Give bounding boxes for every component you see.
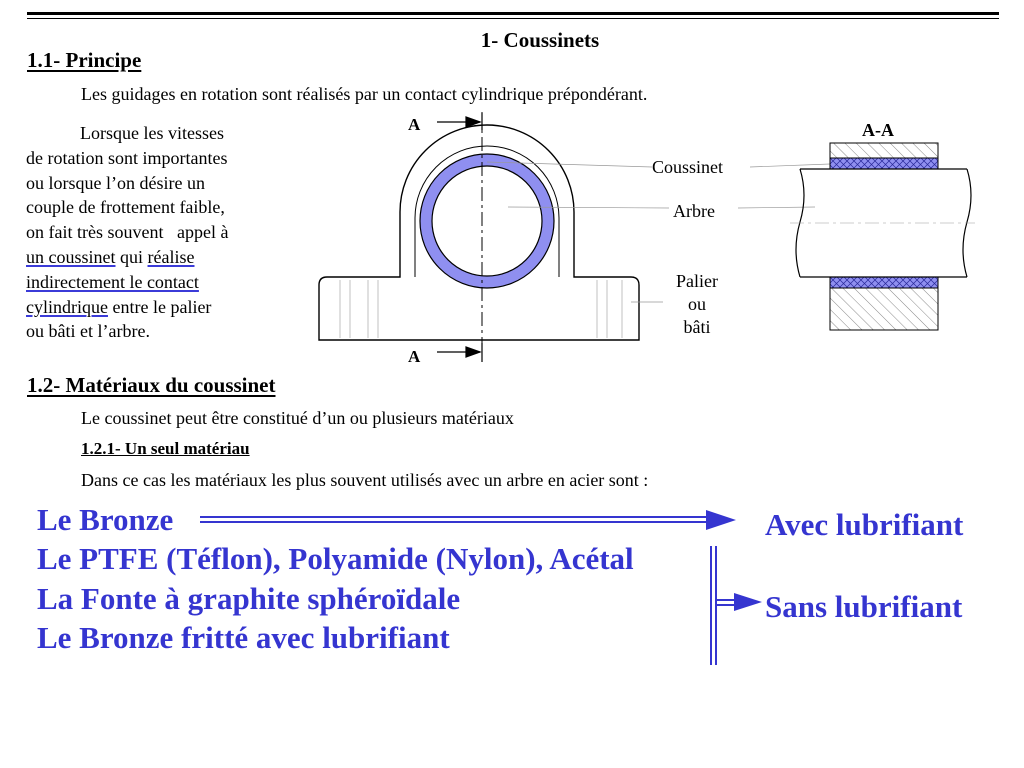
para-line: de rotation sont importantes [26,147,228,168]
label-avec-lubrifiant: Avec lubrifiant [765,507,964,542]
para-line: ou lorsque l’on désire un [26,172,205,193]
arrow-avec-lubrifiant [200,510,736,530]
term-coussinet: un coussinet [26,246,116,267]
page-title: 1- Coussinets [480,28,600,52]
material-fonte: La Fonte à graphite sphéroïdale [37,581,461,616]
para-line: couple de frottement faible, [26,197,225,218]
section-view-label: A-A [862,120,894,140]
label-palier-line: ou [688,294,706,314]
term-realise: réalise [147,246,195,267]
material-ptfe: Le PTFE (Téflon), Polyamide (Nylon), Acétal [37,541,634,576]
term-cylindrique: cylindrique [26,296,108,317]
para-line: on fait très souvent appel à [26,222,229,243]
label-palier-line: bâti [683,317,711,337]
section-mark-bottom: A [408,347,421,366]
materiaux-intro: Le coussinet peut être constitué d’un ou plusieurs matériaux [81,408,514,428]
material-bronze: Le Bronze [37,502,174,537]
section-heading-materiaux: 1.2- Matériaux du coussinet [27,373,276,397]
principe-intro: Les guidages en rotation sont réalisés par un contact cylindrique prépondérant. [81,84,648,104]
para-line: ou bâti et l’arbre. [26,321,150,342]
label-sans-lubrifiant: Sans lubrifiant [765,589,963,624]
material-bronze-fritte: Le Bronze fritté avec lubrifiant [37,620,450,655]
bracket-sans-lubrifiant [711,546,762,665]
label-arbre: Arbre [673,201,715,221]
para-fragment: qui [115,246,148,267]
label-coussinet: Coussinet [652,157,724,177]
materiaux-sentence: Dans ce cas les matériaux les plus souvent utilisés avec un arbre en acier sont : [81,470,649,490]
term-contact: indirectement le contact [26,271,199,292]
section-heading-principe: 1.1- Principe [27,48,142,72]
subsection-heading: 1.2.1- Un seul matériau [81,439,250,458]
label-palier-line: Palier [676,271,718,291]
section-mark-top: A [408,115,421,134]
para-line: Lorsque les vitesses [80,123,224,143]
para-fragment: entre le palier [107,296,212,317]
